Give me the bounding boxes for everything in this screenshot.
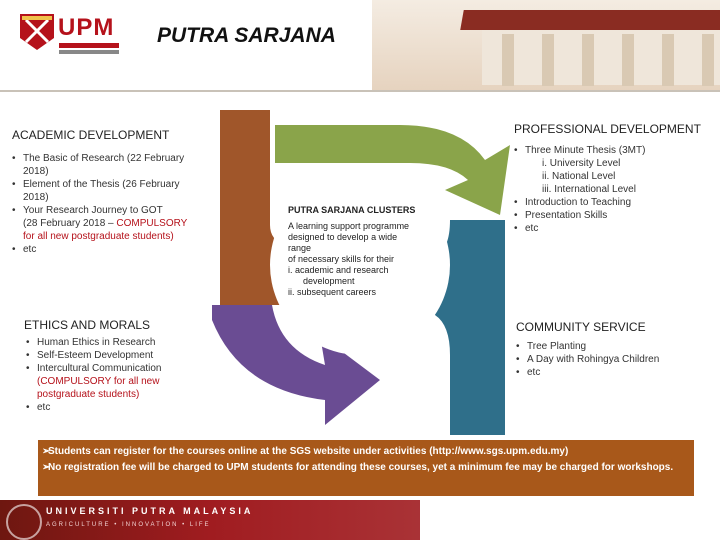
clusters-line: development	[288, 276, 355, 286]
community-title: COMMUNITY SERVICE	[516, 320, 646, 334]
list-item: • A Day with Rohingya Children	[516, 353, 716, 366]
info-banner	[38, 440, 694, 496]
upm-logo	[18, 12, 120, 52]
list-item: • Presentation Skills	[514, 209, 714, 222]
list-item: postgraduate students)	[37, 389, 140, 400]
arrow-bullet-icon: ➢	[42, 462, 51, 473]
building-photo	[372, 0, 720, 90]
list-item: 2018)	[23, 166, 49, 177]
list-item: • Introduction to Teaching	[514, 196, 714, 209]
arrow-bullet-icon: ➢	[42, 446, 51, 457]
list-item: • Element of the Thesis (26 February	[12, 178, 212, 191]
ethics-list	[26, 336, 196, 414]
clusters-description	[288, 205, 438, 320]
list-item: • Your Research Journey to GOT	[12, 204, 212, 217]
page-footer	[0, 500, 720, 540]
footer-strip	[0, 500, 420, 540]
clusters-line: designed to develop a wide	[288, 232, 398, 242]
clusters-line: ii. subsequent careers	[288, 287, 377, 297]
clusters-line: range	[288, 243, 312, 253]
clusters-line: A learning support programme	[288, 221, 410, 231]
footer-university: UNIVERSITI PUTRA MALAYSIA	[46, 506, 254, 516]
banner-item: ➢ No registration fee will be charged to UPM students for attending these courses, yet a minimum fee may be charged for workshops.	[48, 460, 688, 476]
list-item: • The Basic of Research (22 February	[12, 152, 212, 165]
professional-list	[514, 144, 714, 235]
list-item: • Self-Esteem Development	[26, 349, 196, 362]
list-item: • Intercultural Communication	[26, 362, 196, 375]
page-title: PUTRA SARJANA	[157, 24, 336, 47]
list-item: • Three Minute Thesis (3MT)	[514, 144, 714, 157]
list-item: (COMPULSORY for all new	[37, 376, 160, 387]
list-item: • etc	[514, 222, 714, 235]
clusters-title: PUTRA SARJANA CLUSTERS	[288, 205, 416, 215]
logo-subtitle-bar	[59, 43, 119, 48]
list-item: (28 February 2018 – COMPULSORY	[23, 218, 188, 229]
logo-text: UPM	[58, 14, 115, 41]
page-header	[0, 0, 720, 92]
list-item: • etc	[12, 243, 212, 256]
logo-tagline-bar	[59, 50, 119, 54]
academic-title: ACADEMIC DEVELOPMENT	[12, 128, 170, 142]
list-item: • etc	[516, 366, 716, 379]
list-item: • etc	[26, 401, 196, 414]
clusters-text	[288, 221, 438, 298]
banner-item: ➢ Students can register for the courses online at the SGS website under activities (http://www.sgs.upm.edu.my)	[48, 444, 688, 460]
list-item: ii. National Level	[542, 171, 616, 182]
list-item: iii. International Level	[542, 184, 636, 195]
list-item: for all new postgraduate students)	[23, 231, 174, 242]
list-item: • Human Ethics in Research	[26, 336, 196, 349]
university-seal-icon	[6, 504, 42, 540]
list-item: 2018)	[23, 192, 49, 203]
clusters-line: i. academic and research	[288, 265, 389, 275]
list-item: i. University Level	[542, 158, 621, 169]
list-item: • Tree Planting	[516, 340, 716, 353]
ethics-title: ETHICS AND MORALS	[24, 318, 151, 332]
upm-crest-icon	[18, 12, 56, 52]
clusters-line: of necessary skills for their	[288, 254, 395, 264]
footer-motto: AGRICULTURE • INNOVATION • LIFE	[46, 522, 211, 528]
header-divider	[0, 90, 720, 92]
professional-title: PROFESSIONAL DEVELOPMENT	[514, 122, 701, 136]
academic-list	[12, 152, 212, 256]
community-list	[516, 340, 716, 379]
